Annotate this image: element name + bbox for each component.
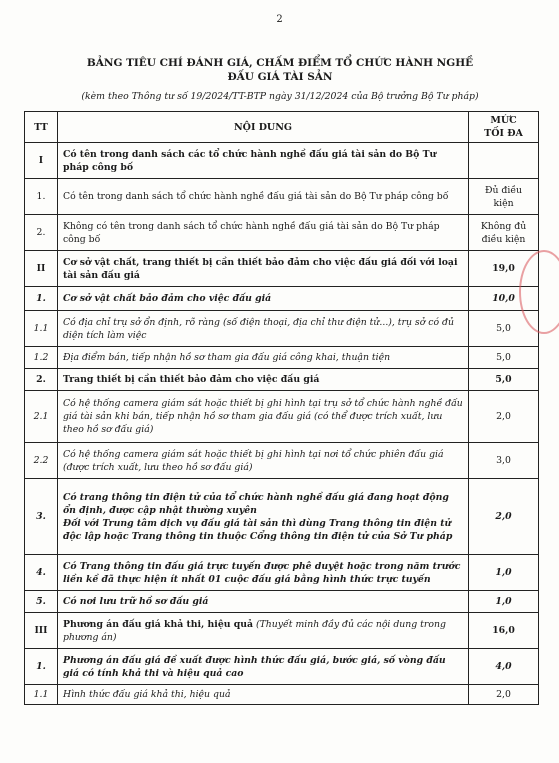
row-tt: II [25,251,58,287]
row-tt: 5. [25,591,58,613]
row-max: Đủ điều kiện [469,179,539,215]
table-header-row [25,112,539,143]
row-content-main: Phương án đấu giá khả thi, hiệu quả [62,618,254,630]
row-content [57,613,468,649]
table-row [25,479,539,555]
row-tt: 2.2 [25,443,58,479]
table-row [25,591,539,613]
row-max: 16,0 [469,613,539,649]
row-content-part-1: Có trang thông tin điện tử của tổ chức hành nghề đấu giá đang hoạt động ổn định, được cập nhật thường xuyên [62,491,449,516]
table-row [25,443,539,479]
row-content [57,479,468,555]
table-row [25,391,539,443]
row-content: Có tên trong danh sách các tổ chức hành nghề đấu giá tài sản do Bộ Tư pháp công bố [57,143,468,179]
row-content: Có tên trong danh sách tổ chức hành nghề đấu giá tài sản do Bộ Tư pháp công bố [57,179,468,215]
row-content: Có Trang thông tin đấu giá trực tuyến được phê duyệt hoặc trong năm trước liền kề đã thực hiện ít nhất 01 cuộc đấu giá bằng hình thức trực tuyến [57,555,468,591]
row-tt: III [25,613,58,649]
document-subtitle: (kèm theo Thông tư số 19/2024/TT-BTP ngày 31/12/2024 của Bộ trưởng Bộ Tư pháp) [81,91,479,102]
row-tt: 1. [25,649,58,685]
row-tt: 2. [25,215,58,251]
row-content: Phương án đấu giá đề xuất được hình thức đấu giá, bước giá, số vòng đấu giá có tính khả thi và hiệu quả cao [57,649,468,685]
row-tt: 1. [25,179,58,215]
header-content: NỘI DUNG [57,112,468,143]
title-line-1: BẢNG TIÊU CHÍ ĐÁNH GIÁ, CHẤM ĐIỂM TỔ CHỨC HÀNH NGHỀ [86,57,474,69]
table-row [25,369,539,391]
row-content: Cơ sở vật chất, trang thiết bị cần thiết bảo đảm cho việc đấu giá đối với loại tài sản đấu giá [57,251,468,287]
row-tt: 2. [25,369,58,391]
table-row [25,311,539,347]
row-content: Cơ sở vật chất bảo đảm cho việc đấu giá [57,287,468,311]
row-max: Không đủ điều kiện [469,215,539,251]
row-max: 5,0 [469,347,539,369]
criteria-table [24,111,539,705]
row-tt: 2.1 [25,391,58,443]
row-tt: 1.1 [25,685,58,705]
row-max: 5,0 [469,311,539,347]
row-max [469,143,539,179]
row-tt: I [25,143,58,179]
row-max: 1,0 [469,591,539,613]
row-max: 1,0 [469,555,539,591]
header-tt: TT [25,112,58,143]
row-max: 4,0 [469,649,539,685]
page-number: 2 [276,14,283,25]
row-content: Có địa chỉ trụ sở ổn định, rõ ràng (số điện thoại, địa chỉ thư điện tử...), trụ sở có đủ diện tích làm việc [57,311,468,347]
row-content: Có nơi lưu trữ hồ sơ đấu giá [57,591,468,613]
document-title [40,56,520,84]
table-row [25,143,539,179]
row-tt: 1.2 [25,347,58,369]
header-max-line-1: MỨC [490,115,517,126]
row-max: 19,0 [469,251,539,287]
row-content: Trang thiết bị cần thiết bảo đảm cho việc đấu giá [57,369,468,391]
table-row [25,251,539,287]
table-row [25,179,539,215]
row-content: Địa điểm bán, tiếp nhận hồ sơ tham gia đấu giá công khai, thuận tiện [57,347,468,369]
row-tt: 3. [25,479,58,555]
table-row [25,555,539,591]
table-row [25,685,539,705]
row-max: 2,0 [469,685,539,705]
table-row [25,649,539,685]
row-max: 5,0 [469,369,539,391]
row-max: 2,0 [469,391,539,443]
table-row [25,287,539,311]
row-content-part-2: Đối với Trung tâm dịch vụ đấu giá tài sản thì dùng Trang thông tin điện tử độc lập hoặc Trang thông tin thuộc Cổng thông tin điện tử của Sở Tư pháp [62,517,453,542]
title-line-2: ĐẤU GIÁ TÀI SẢN [227,71,333,83]
row-max: 2,0 [469,479,539,555]
table-row [25,347,539,369]
table-row [25,613,539,649]
row-max: 10,0 [469,287,539,311]
row-tt: 4. [25,555,58,591]
row-content: Hình thức đấu giá khả thi, hiệu quả [57,685,468,705]
row-tt: 1. [25,287,58,311]
row-content: Có hệ thống camera giám sát hoặc thiết bị ghi hình tại trụ sở tổ chức hành nghề đấu giá tài sản khi bán, tiếp nhận hồ sơ tham gia đấu giá (có thể được trích xuất, lưu theo hồ sơ đấu giá) [57,391,468,443]
row-content-note: (Thuyết minh đầy đủ các nội dung trong phương án) [62,618,446,643]
row-content: Không có tên trong danh sách tổ chức hành nghề đấu giá tài sản do Bộ Tư pháp công bố [57,215,468,251]
header-max [469,112,539,143]
row-tt: 1.1 [25,311,58,347]
row-content: Có hệ thống camera giám sát hoặc thiết bị ghi hình tại nơi tổ chức phiên đấu giá (được trích xuất, lưu theo hồ sơ đấu giá) [57,443,468,479]
header-max-line-2: TỐI ĐA [484,128,523,139]
table-row [25,215,539,251]
row-max: 3,0 [469,443,539,479]
